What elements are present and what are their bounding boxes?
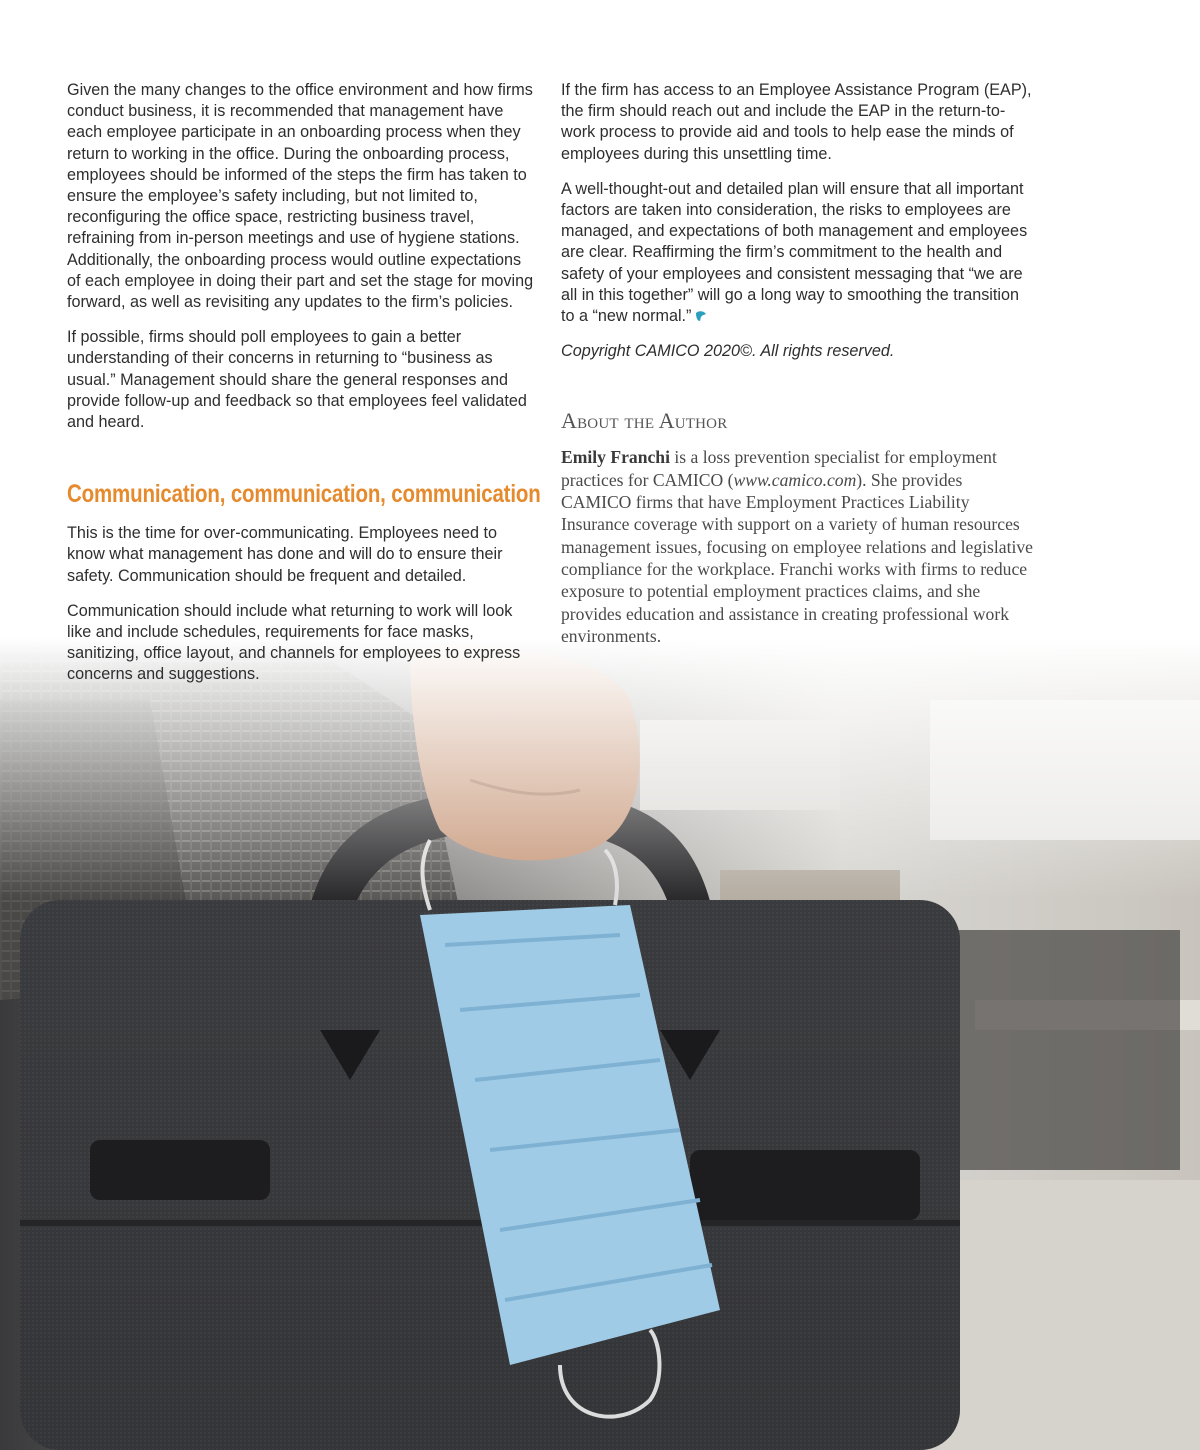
right-column (561, 80, 1036, 647)
author-bio (561, 446, 1036, 647)
section-heading-communication: Communication, communication, communication (67, 480, 541, 509)
camico-logo-icon (695, 310, 707, 322)
left-paragraph-4: Communication should include what returning to work will look like and include schedules, requirements for face masks, sanitizing, office layout, and channels for employees to express concerns and suggestions. (67, 601, 521, 684)
author-bio-part-2: ). She provides CAMICO firms that have Employment Practices Liability Insurance coverage with support on a variety of human resources management issues, focusing on employee relations and legislative compliance for the workplace. Franchi works with firms to reduce exposure to potential employment practices claims, and she provides education and assistance in creating professional work environments. (561, 469, 1033, 646)
right-paragraph-1: If the firm has access to an Employee Assistance Program (EAP), the firm should reach out and include the EAP in the return-to-work process to provide aid and tools to help ease the minds of employees during this unsettling time. (561, 81, 1032, 163)
right-paragraph-2 (561, 179, 1036, 327)
left-paragraph-1: Given the many changes to the office environment and how firms conduct business, it is recommended that management have each employee participate in an onboarding process when they return to working in the office. During the onboarding process, employees should be informed of the steps the firm has taken to ensure the employee’s safety including, but not limited to, reconfiguring the office space, restricting business travel, refraining from in-person meetings and use of hygiene stations. Additionally, the onboarding process would outline expectations of each employee in doing their part and set the stage for moving forward, as well as revisiting any updates to the firm’s policies. (67, 81, 534, 312)
copyright-notice: Copyright CAMICO 2020©. All rights reserved. (561, 342, 895, 361)
left-paragraph-2: If possible, firms should poll employees to gain a better understanding of their concerns in returning to “business as usual.” Management should share the general responses and provide follow-up and feedback so that employees feel validated and heard. (67, 328, 527, 432)
about-author-heading: About the Author (561, 408, 728, 434)
left-column (67, 80, 539, 700)
right-paragraph-2-text: A well-thought-out and detailed plan will ensure that all important factors are taken into consideration, the risks to employees are managed, and expectations of both management and employees are clear. Reaffirming the firm’s commitment to the health and safety of your employees and consistent messaging that “we are all in this together” will go a long way to smoothing the transition to a “new normal.” (561, 179, 1028, 326)
left-paragraph-3: This is the time for over-communicating. Employees need to know what management has done and will do to ensure their safety. Communication should be frequent and detailed. (67, 524, 503, 585)
author-bio-part-1: is a loss prevention specialist for employment practices for CAMICO ( (561, 447, 997, 490)
author-name: Emily Franchi (561, 447, 670, 468)
author-website-link[interactable]: www.camico.com (733, 469, 857, 490)
